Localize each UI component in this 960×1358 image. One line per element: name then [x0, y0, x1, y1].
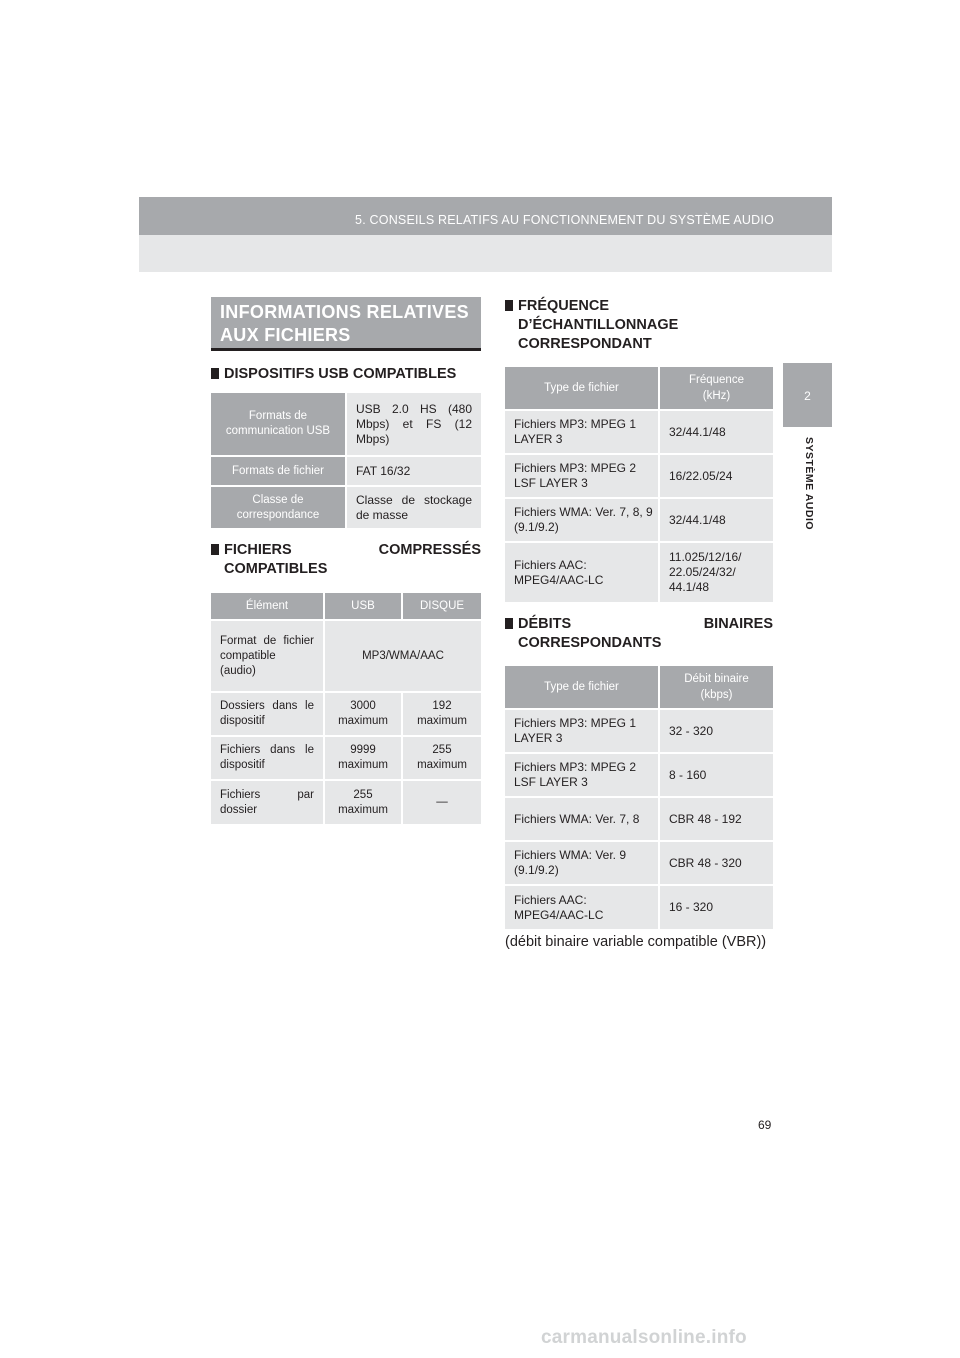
table-row	[211, 736, 481, 780]
table-value: 192 maximum	[402, 692, 481, 736]
table-label: Classe de correspondance	[211, 486, 346, 528]
table-header-row	[505, 666, 773, 709]
column-header: Type de fichier	[505, 367, 659, 410]
table-row	[211, 780, 481, 824]
table-value: MP3/WMA/AAC	[324, 620, 481, 692]
table-value: 32/44.1/48	[659, 410, 773, 454]
column-header: Débit binaire (kbps)	[659, 666, 773, 709]
table-label: Fichiers WMA: Ver. 9 (9.1/9.2)	[505, 841, 659, 885]
table-value: 11.025/12/16/ 22.05/24/32/ 44.1/48	[659, 542, 773, 602]
watermark: carmanualsonline.info	[541, 1327, 747, 1348]
table-header-row	[211, 593, 481, 620]
table-label: Fichiers MP3: MPEG 1 LAYER 3	[505, 410, 659, 454]
table-label: Fichiers AAC: MPEG4/AAC-LC	[505, 885, 659, 929]
table-label: Fichiers dans le dispositif	[211, 736, 324, 780]
table-row	[505, 709, 773, 753]
table-row	[505, 885, 773, 929]
table-value: 32/44.1/48	[659, 498, 773, 542]
table-row	[211, 393, 481, 456]
table-row	[505, 454, 773, 498]
table-label: Fichiers AAC: MPEG4/AAC-LC	[505, 542, 659, 602]
vbr-note: (débit binaire variable compatible (VBR))	[505, 934, 767, 950]
table-value: Classe de stockage de masse	[346, 486, 481, 528]
table-header-row	[505, 367, 773, 410]
table-value: 8 - 160	[659, 753, 773, 797]
bitrate-heading: DÉBITS BINAIRES CORRESPONDANTS	[505, 615, 773, 653]
column-header: Type de fichier	[505, 666, 659, 709]
column-header: Élément	[211, 593, 324, 620]
table-label: Dossiers dans le dispositif	[211, 692, 324, 736]
table-value: 16/22.05/24	[659, 454, 773, 498]
bitrate-table	[505, 666, 773, 929]
frequency-table	[505, 367, 773, 602]
square-bullet-icon	[505, 618, 513, 629]
table-value: 255 maximum	[324, 780, 402, 824]
table-value: 3000 maximum	[324, 692, 402, 736]
table-value: FAT 16/32	[346, 456, 481, 486]
square-bullet-icon	[505, 300, 513, 311]
square-bullet-icon	[211, 544, 219, 555]
column-header: Fréquence (kHz)	[659, 367, 773, 410]
chapter-tab-number: 2	[783, 363, 832, 427]
table-value: USB 2.0 HS (480 Mbps) et FS (12 Mbps)	[346, 393, 481, 456]
table-value: 255 maximum	[402, 736, 481, 780]
usb-table	[211, 393, 481, 528]
header-bar	[139, 197, 832, 235]
table-label: Format de fichier compatible (audio)	[211, 620, 324, 692]
page-number: 69	[758, 1118, 772, 1132]
square-bullet-icon	[211, 368, 219, 379]
compressed-heading: FICHIERS COMPRESSÉS COMPATIBLES	[211, 541, 481, 579]
table-row	[211, 692, 481, 736]
table-value: —	[402, 780, 481, 824]
table-label: Fichiers par dossier	[211, 780, 324, 824]
table-row	[505, 542, 773, 602]
table-row	[211, 620, 481, 692]
column-header: DISQUE	[402, 593, 481, 620]
table-label: Fichiers MP3: MPEG 2 LSF LAYER 3	[505, 753, 659, 797]
section-title: INFORMATIONS RELATIVES AUX FICHIERS	[211, 297, 481, 351]
table-row	[505, 841, 773, 885]
chapter-title: 5. CONSEILS RELATIFS AU FONCTIONNEMENT DU SYSTÈME AUDIO	[355, 213, 774, 227]
usb-heading: DISPOSITIFS USB COMPATIBLES	[211, 365, 481, 384]
table-value: 9999 maximum	[324, 736, 402, 780]
table-label: Formats de fichier	[211, 456, 346, 486]
table-row	[505, 753, 773, 797]
compressed-table	[211, 593, 481, 824]
table-row	[211, 486, 481, 528]
frequency-heading: FRÉQUENCE D’ÉCHANTILLONNAGE CORRESPONDANT	[505, 297, 773, 354]
table-value: CBR 48 - 192	[659, 797, 773, 841]
table-row	[505, 797, 773, 841]
table-label: Fichiers WMA: Ver. 7, 8	[505, 797, 659, 841]
table-value: 32 - 320	[659, 709, 773, 753]
chapter-tab-label: SYSTÈME AUDIO	[803, 437, 815, 531]
table-row	[505, 410, 773, 454]
table-value: CBR 48 - 320	[659, 841, 773, 885]
table-value: 16 - 320	[659, 885, 773, 929]
table-row	[505, 498, 773, 542]
table-label: Fichiers WMA: Ver. 7, 8, 9 (9.1/9.2)	[505, 498, 659, 542]
column-header: USB	[324, 593, 402, 620]
table-label: Fichiers MP3: MPEG 1 LAYER 3	[505, 709, 659, 753]
table-label: Formats de communication USB	[211, 393, 346, 456]
table-row	[211, 456, 481, 486]
table-label: Fichiers MP3: MPEG 2 LSF LAYER 3	[505, 454, 659, 498]
header-band	[139, 197, 832, 272]
